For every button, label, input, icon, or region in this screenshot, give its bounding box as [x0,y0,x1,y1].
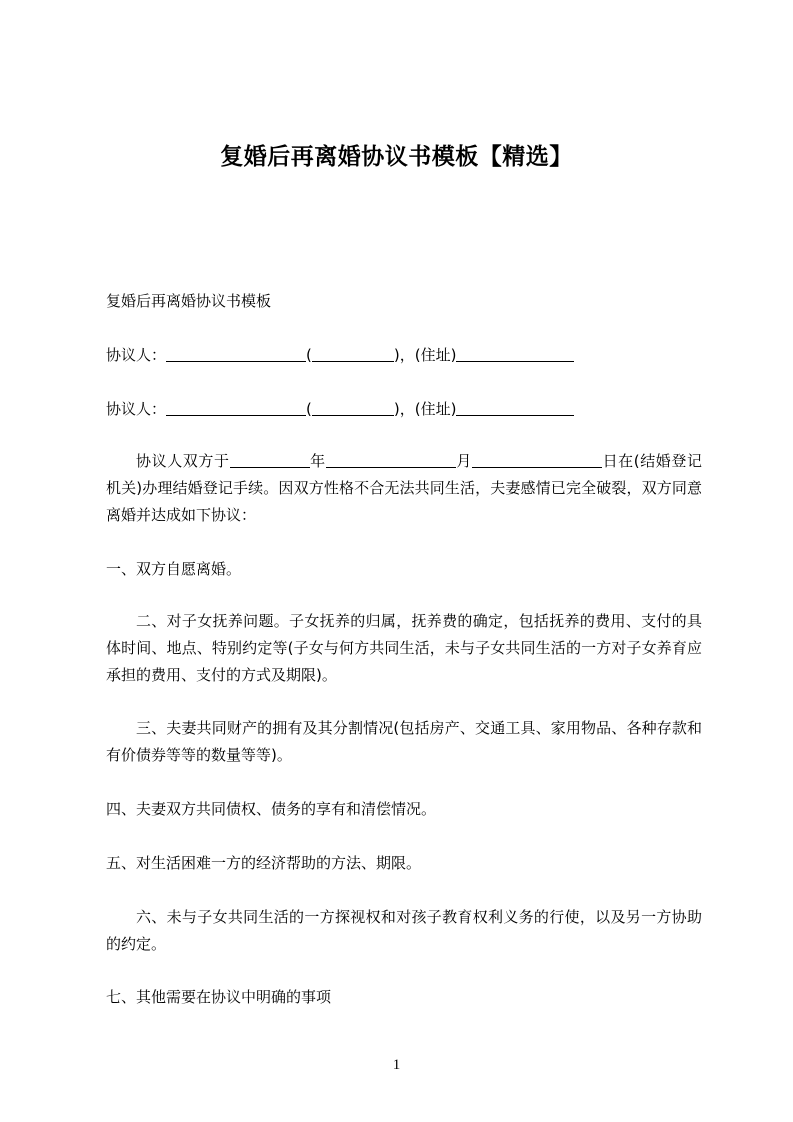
clause-2: 二、对子女抚养问题。子女抚养的归属，抚养费的确定，包括抚养的费用、支付的具体时间、地点、特别约定等(子女与何方共同生活，未与子女共同生活的一方对子女养育应承担的费用、支付的方式及期限)。 [106,612,702,684]
party-1-address-label: (住址) [414,346,457,364]
party-2-paren-open: ( [306,400,312,418]
party-2-line [106,396,702,423]
clause-7: 七、其他需要在协议中明确的事项 [106,988,332,1006]
party-1-paren-close: )， [393,346,415,364]
party-1-id-blank [312,345,394,362]
party-1-line [106,342,702,369]
marriage-day-blank [472,451,602,468]
marriage-intro: 协议人双方于 [136,452,230,470]
marriage-year-blank [230,451,310,468]
marriage-month-blank [326,451,456,468]
party-1-name-blank [166,345,306,362]
party-2-address-blank [456,399,574,416]
party-1-label: 协议人： [106,346,167,364]
clause-1: 一、双方自愿离婚。 [106,560,242,578]
party-2-name-blank [166,399,306,416]
party-1-paren-open: ( [306,346,312,364]
marriage-paragraph [106,448,702,529]
document-subtitle: 复婚后再离婚协议书模板 [106,292,272,310]
document-title: 复婚后再离婚协议书模板【精选】 [220,144,573,170]
marriage-year-label: 年 [309,452,326,470]
page-number: 1 [392,1057,401,1073]
party-2-address-label: (住址) [414,400,457,418]
marriage-rest: 日在(结婚登记机关)办理结婚登记手续。因双方性格不合无法共同生活，夫妻感情已完全破裂，双方同意离婚并达成如下协议： [106,452,702,524]
clause-4: 四、夫妻双方共同债权、债务的享有和清偿情况。 [106,800,437,818]
party-2-label: 协议人： [106,400,167,418]
clause-3: 三、夫妻共同财产的拥有及其分割情况(包括房产、交通工具、家用物品、各种存款和有价债券等等的数量等等)。 [106,719,702,764]
clause-6: 六、未与子女共同生活的一方探视权和对孩子教育权利义务的行使，以及另一方协助的约定。 [106,908,702,953]
clause-5: 五、对生活困难一方的经济帮助的方法、期限。 [106,854,422,872]
party-2-id-blank [312,399,394,416]
party-2-paren-close: )， [393,400,415,418]
marriage-month-label: 月 [455,452,472,470]
party-1-address-blank [456,345,574,362]
